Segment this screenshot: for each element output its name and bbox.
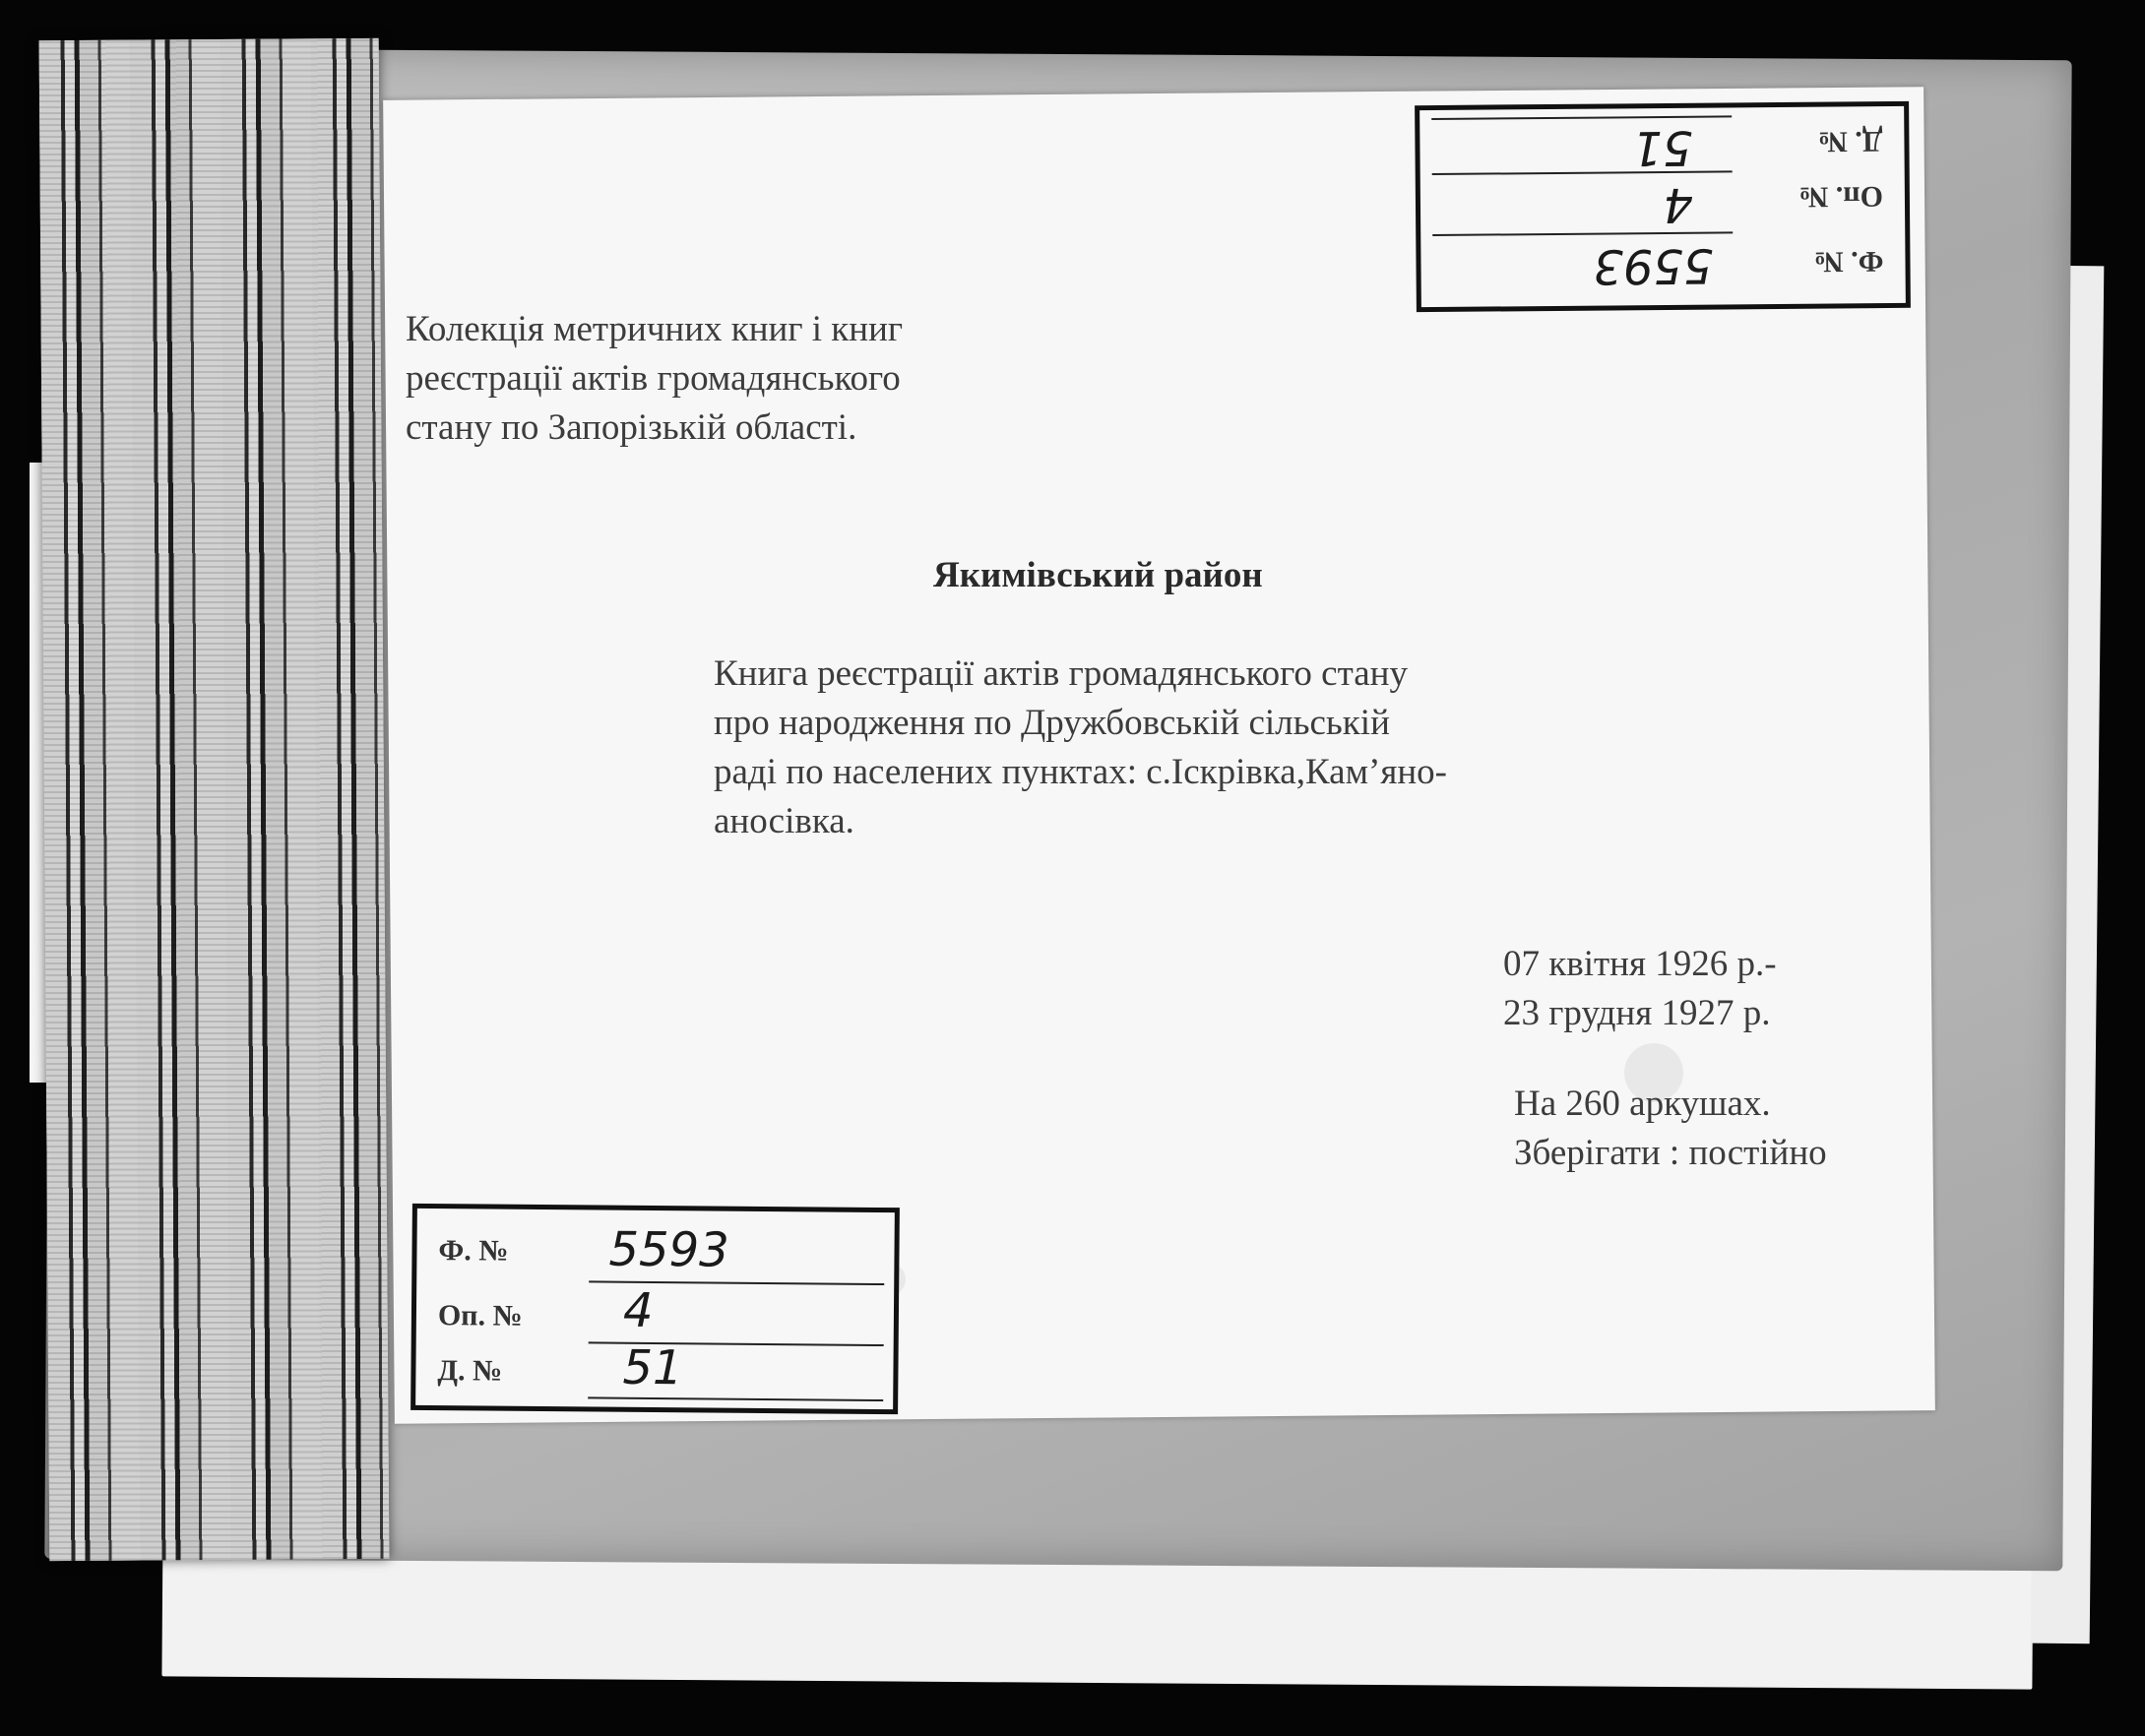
sprava-label: Д. №	[1817, 125, 1883, 158]
opys-value: 4	[1663, 176, 1694, 232]
district-title: Якимівський район	[933, 555, 1263, 595]
stamp-row-fond	[416, 1221, 895, 1289]
book-description	[714, 650, 1447, 846]
storage-info	[1514, 1080, 1827, 1178]
date-end: 23 грудня 1927 р.	[1503, 993, 1771, 1033]
fond-value: 5593	[1593, 237, 1714, 294]
opys-value: 4	[622, 1282, 654, 1338]
collection-line: стану по Запорізькій області.	[406, 407, 857, 448]
opys-label: Оп. №	[437, 1299, 523, 1333]
retention-period: Зберігати : постійно	[1514, 1133, 1827, 1173]
stamp-row-sprava	[415, 1339, 894, 1409]
collection-line: Колекція метричних книг і книг	[406, 309, 904, 349]
fond-label: Ф. №	[1813, 245, 1884, 279]
stamp-row-sprava	[1419, 106, 1905, 176]
sprava-value: 51	[1632, 119, 1693, 176]
archive-stamp-inverted	[1415, 101, 1911, 312]
opys-label: Оп. №	[1798, 180, 1884, 214]
date-range	[1503, 940, 1777, 1038]
fond-label: Ф. №	[438, 1234, 509, 1268]
sheet-count: На 260 аркушах.	[1514, 1084, 1771, 1124]
sprava-label: Д. №	[437, 1354, 503, 1388]
collection-line: реєстрації актів громадянського	[406, 358, 901, 399]
sprava-value: 51	[622, 1339, 683, 1396]
date-start: 07 квітня 1926 р.-	[1503, 944, 1777, 984]
fond-value: 5593	[608, 1221, 729, 1278]
stamp-line	[588, 1396, 883, 1401]
book-line: про народження по Дружбовській сільській	[714, 703, 1390, 743]
collection-description	[406, 305, 903, 453]
book-line: раді по населених пунктах: с.Іскрівка,Кам’яно-	[714, 752, 1447, 792]
spine-weave-texture	[39, 38, 390, 1561]
book-line: Книга реєстрації актів громадянського стану	[714, 653, 1408, 694]
archive-stamp	[410, 1204, 900, 1414]
stamp-line	[1432, 231, 1733, 236]
stamp-row-fond	[1420, 226, 1906, 294]
book-line: аносівка.	[714, 801, 854, 841]
